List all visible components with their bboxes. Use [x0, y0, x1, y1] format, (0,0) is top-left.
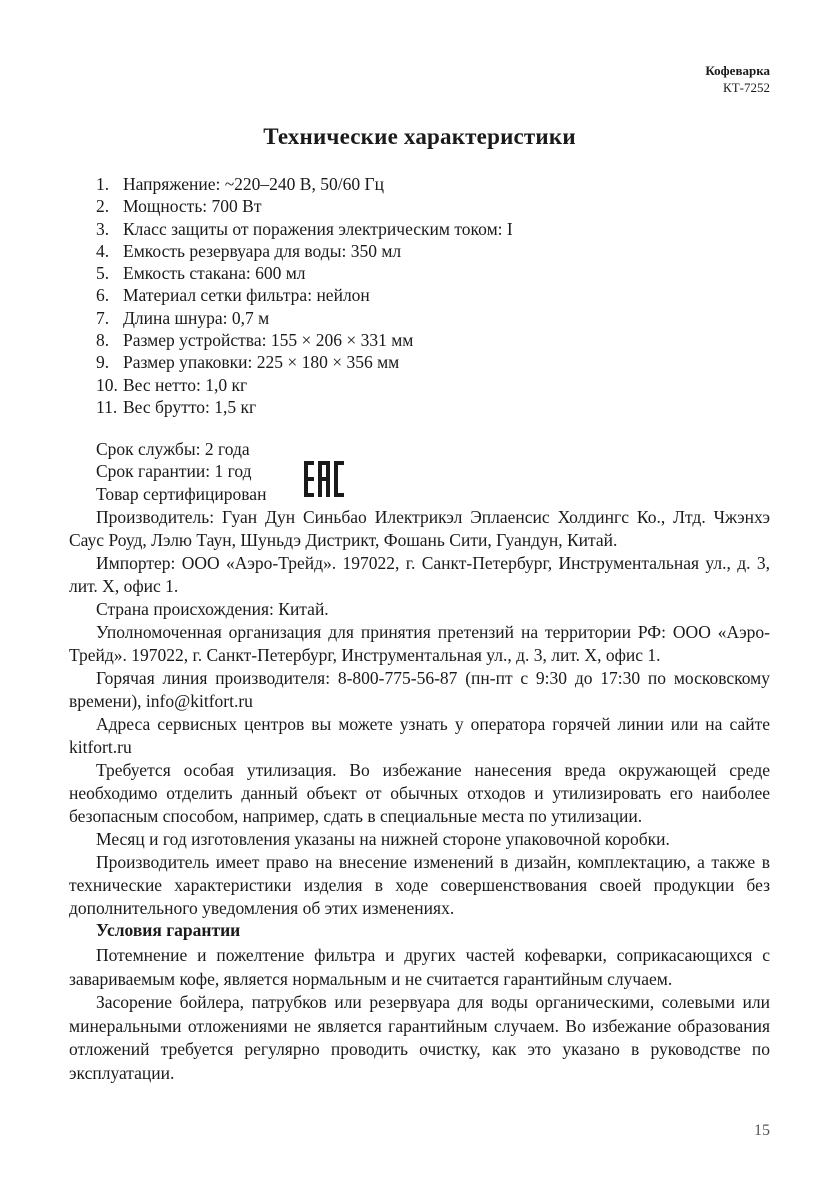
importer-paragraph: Импортер: ООО «Аэро-Трейд». 197022, г. Санкт-Петербург, Инструментальная ул., д. 3, лит. Х, офис 1.: [69, 553, 770, 596]
spec-item: [96, 329, 513, 351]
origin-paragraph: Страна происхождения: Китай.: [96, 599, 329, 619]
header-product: Кофеварка: [705, 63, 770, 78]
spec-item: [96, 374, 513, 396]
spec-item: [96, 262, 513, 284]
warranty-paragraphs: [69, 944, 770, 1085]
claims-paragraph: Уполномоченная организация для принятия претензий на территории РФ: ООО «Аэро-Трейд». 197022, г. Санкт-Петербург, Инструментальная ул., д. 3, лит. Х, офис 1.: [69, 622, 770, 665]
spec-number: 2.: [96, 196, 110, 217]
spec-item: [96, 173, 513, 195]
eac-mark-icon: [303, 460, 345, 498]
spec-text: Емкость резервуара для воды: 350 мл: [123, 240, 402, 261]
spec-item: [96, 218, 513, 240]
spec-item: [96, 351, 513, 373]
spec-text: Вес брутто: 1,5 кг: [123, 396, 257, 417]
certified-note: Товар сертифицирован: [96, 483, 267, 504]
disposal-paragraph: Требуется особая утилизация. Во избежание нанесения вреда окружающей среде необходимо отделить данный объект от обычных отходов и утилизировать его наиболее безопасным способом, например, сдать в специальные места по утилизации.: [69, 760, 770, 826]
spec-item: [96, 307, 513, 329]
spec-number: 11.: [96, 396, 118, 417]
page-number: 15: [754, 1122, 770, 1139]
spec-number: 1.: [96, 174, 110, 194]
spec-text: Вес нетто: 1,0 кг: [123, 374, 248, 395]
header-model: КТ-7252: [723, 80, 770, 95]
spec-number: 8.: [96, 330, 110, 351]
page-title: Технические характеристики: [263, 124, 576, 149]
spec-item: [96, 195, 513, 217]
hotline-paragraph: Горячая линия производителя: 8-800-775-56-87 (пн-пт с 9:30 до 17:30 по московскому времени), info@kitfort.ru: [69, 668, 770, 711]
spec-number: 7.: [96, 307, 110, 328]
spec-number: 5.: [96, 263, 110, 284]
spec-item: [96, 396, 513, 418]
spec-text: Емкость стакана: 600 мл: [123, 263, 306, 284]
info-paragraphs: [69, 506, 770, 920]
service-life: Срок службы: 2 года: [96, 439, 250, 459]
spec-text: Мощность: 700 Вт: [123, 196, 262, 217]
warranty-paragraph: Засорение бойлера, патрубков или резервуара для воды органическими, солевыми или минеральными отложениями не является гарантийным случаем. Во избежание образования отложений требуется регулярно проводить очистку, как это указано в руководстве по эксплуатации.: [69, 992, 770, 1083]
changes-paragraph: Производитель имеет право на внесение изменений в дизайн, комплектацию, а также в технические характеристики изделия в ходе совершенствования своей продукции без дополнительного уведомления об этих изменениях.: [69, 852, 770, 918]
spec-text: Длина шнура: 0,7 м: [123, 307, 270, 328]
spec-text: Размер устройства: 155 × 206 × 331 мм: [123, 330, 414, 351]
service-info: [96, 438, 266, 505]
manufacture-date-paragraph: Месяц и год изготовления указаны на нижней стороне упаковочной коробки.: [96, 829, 670, 849]
spec-text: Напряжение: ~220–240 В, 50/60 Гц: [123, 174, 384, 194]
running-header: [705, 62, 770, 96]
manufacturer-paragraph: Производитель: Гуан Дун Синьбао Илектрикэл Эплаенсис Холдингс Ко., Лтд. Чжэнхэ Саус Роуд, Лэлю Таун, Шуньдэ Дистрикт, Фошань Сити, Гуандун, Китай.: [69, 507, 770, 550]
spec-number: 4.: [96, 240, 110, 261]
warranty-paragraph: Потемнение и пожелтение фильтра и других частей кофеварки, соприкасающихся с завариваемым кофе, является нормальным и не считается гарантийным случаем.: [69, 945, 770, 989]
spec-number: 10.: [96, 374, 118, 395]
spec-number: 6.: [96, 285, 110, 306]
warranty-period: Срок гарантии: 1 год: [96, 461, 252, 482]
spec-item: [96, 240, 513, 262]
spec-text: Материал сетки фильтра: нейлон: [123, 285, 370, 306]
spec-number: 9.: [96, 352, 110, 373]
warranty-heading: Условия гарантии: [96, 920, 241, 940]
spec-item: [96, 284, 513, 306]
service-centers-paragraph: Адреса сервисных центров вы можете узнать у оператора горячей линии или на сайте kitfort.ru: [69, 714, 770, 757]
spec-list: [96, 173, 513, 418]
spec-text: Класс защиты от поражения электрическим током: I: [123, 218, 513, 239]
spec-number: 3.: [96, 218, 110, 239]
spec-text: Размер упаковки: 225 × 180 × 356 мм: [123, 352, 400, 373]
